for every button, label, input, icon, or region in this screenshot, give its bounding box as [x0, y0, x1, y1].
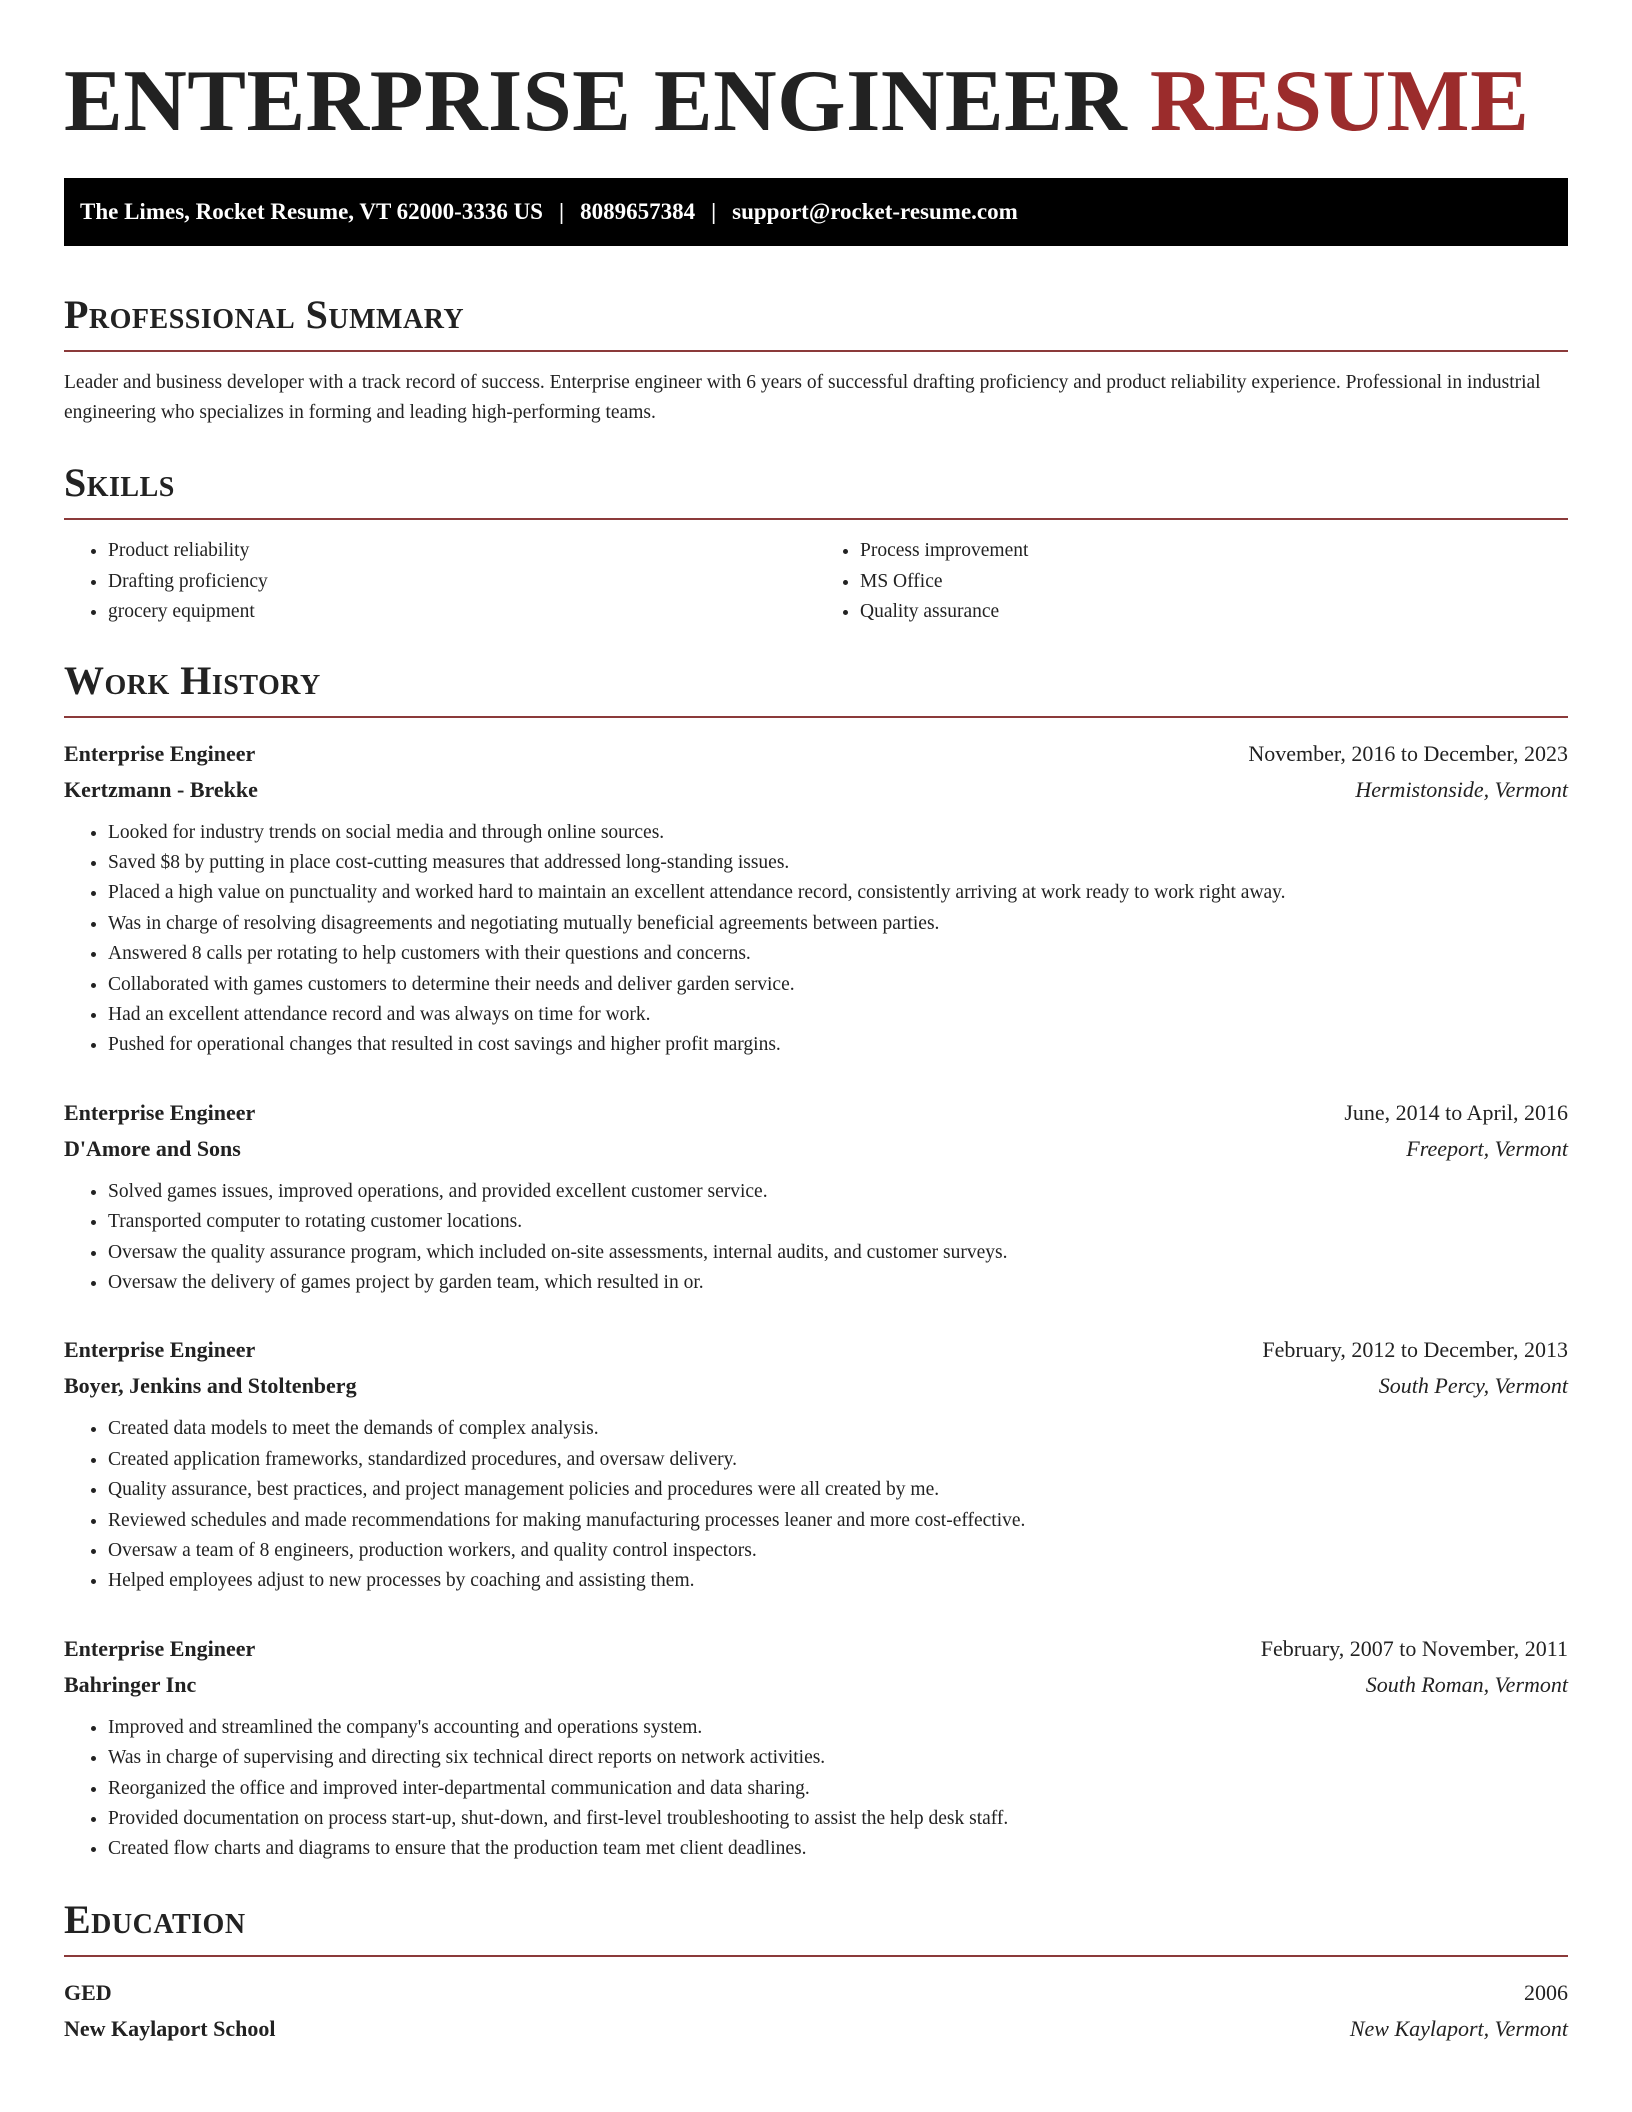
title-main: ENTERPRISE ENGINEER: [64, 53, 1128, 150]
job-company: Kertzmann - Brekke: [64, 776, 258, 802]
job-bullet: • Oversaw the delivery of games project by garden team, which resulted in or.: [108, 1268, 1568, 1298]
job-company: Boyer, Jenkins and Stoltenberg: [64, 1373, 357, 1399]
job-bullets: [64, 1414, 1568, 1596]
contact-email: support@rocket-resume.com: [732, 199, 1018, 224]
contact-separator: |: [711, 199, 717, 224]
job-bullet: • Looked for industry trends on social media and through online sources.: [108, 818, 1568, 848]
job-dates: November, 2016 to December, 2023: [1248, 740, 1568, 766]
job-bullet: • Pushed for operational changes that resulted in cost savings and higher profit margins.: [108, 1030, 1568, 1060]
job-bullet: • Collaborated with games customers to determine their needs and deliver garden service.: [108, 970, 1568, 1000]
job-bullet: • Solved games issues, improved operations, and provided excellent customer service.: [108, 1177, 1568, 1207]
education-location: New Kaylaport, Vermont: [1349, 2015, 1568, 2041]
job-bullet: • Answered 8 calls per rotating to help customers with their questions and concerns.: [108, 939, 1568, 969]
education-degree: GED: [64, 1979, 112, 2005]
job-title: Enterprise Engineer: [64, 1099, 256, 1125]
skills-heading: Skills: [64, 458, 1568, 520]
skill-item: • grocery equipment: [108, 597, 816, 628]
job-dates: February, 2007 to November, 2011: [1260, 1635, 1568, 1661]
job-bullet: • Reorganized the office and improved inter-departmental communication and data sharing.: [108, 1774, 1568, 1804]
job-company-row: [64, 1667, 1568, 1703]
job-entry: [64, 736, 1568, 1061]
job-header-row: [64, 1332, 1568, 1368]
summary-text: Leader and business developer with a track record of success. Enterprise engineer with 6 years of successful drafting proficiency and product reliability experience. Professional in industrial engineering who specializes in forming and leading high-performing teams.: [64, 372, 1541, 423]
contact-bar: [64, 178, 1568, 246]
contact-address: The Limes, Rocket Resume, VT 62000-3336 US: [80, 199, 543, 224]
job-bullet: • Helped employees adjust to new processes by coaching and assisting them.: [108, 1566, 1568, 1596]
job-location: South Roman, Vermont: [1365, 1671, 1568, 1697]
job-entry: [64, 1095, 1568, 1299]
skills-list: [64, 536, 1568, 628]
education-year: 2006: [1524, 1979, 1568, 2005]
job-bullets: [64, 818, 1568, 1061]
job-title: Enterprise Engineer: [64, 1337, 256, 1363]
job-company-row: [64, 1368, 1568, 1404]
skill-item: • Product reliability: [108, 536, 816, 567]
education-header-row: [64, 1975, 1568, 2011]
education-school-row: [64, 2011, 1568, 2047]
job-company-row: [64, 1131, 1568, 1167]
job-bullets: [64, 1713, 1568, 1865]
education-heading: Education: [64, 1895, 1568, 1957]
job-bullet: • Created data models to meet the demands of complex analysis.: [108, 1414, 1568, 1444]
resume-title: [64, 52, 1568, 152]
skill-item: • Drafting proficiency: [108, 567, 816, 598]
job-bullet: • Placed a high value on punctuality and worked hard to maintain an excellent attendance record, consistently arriving at work ready to work right away.: [108, 878, 1568, 908]
job-bullet: • Provided documentation on process start-up, shut-down, and first-level troubleshooting to assist the help desk staff.: [108, 1804, 1568, 1834]
job-bullet: • Created flow charts and diagrams to ensure that the production team met client deadlines.: [108, 1834, 1568, 1864]
job-bullet: • Created application frameworks, standardized procedures, and oversaw delivery.: [108, 1445, 1568, 1475]
job-bullet: • Improved and streamlined the company's accounting and operations system.: [108, 1713, 1568, 1743]
job-bullets: [64, 1177, 1568, 1299]
job-location: Hermistonside, Vermont: [1355, 776, 1568, 802]
job-company: D'Amore and Sons: [64, 1135, 241, 1161]
job-dates: June, 2014 to April, 2016: [1344, 1099, 1568, 1125]
job-company-row: [64, 772, 1568, 808]
job-bullet: • Transported computer to rotating customer locations.: [108, 1207, 1568, 1237]
job-company: Bahringer Inc: [64, 1671, 197, 1697]
skills-column-right: [816, 536, 1568, 628]
contact-separator: |: [558, 199, 565, 224]
job-bullet: • Was in charge of supervising and directing six technical direct reports on network activities.: [108, 1743, 1568, 1773]
work-history-heading: Work History: [64, 656, 1568, 718]
title-accent: RESUME: [1149, 53, 1530, 150]
contact-phone: 8089657384: [580, 199, 696, 224]
job-header-row: [64, 1631, 1568, 1667]
job-location: Freeport, Vermont: [1406, 1135, 1568, 1161]
job-bullet: • Saved $8 by putting in place cost-cutting measures that addressed long-standing issues.: [108, 848, 1568, 878]
job-header-row: [64, 1095, 1568, 1131]
job-bullet: • Oversaw the quality assurance program, which included on-site assessments, internal audits, and customer surveys.: [108, 1238, 1568, 1268]
job-header-row: [64, 736, 1568, 772]
education-school: New Kaylaport School: [64, 2015, 276, 2041]
job-dates: February, 2012 to December, 2013: [1262, 1337, 1568, 1363]
job-title: Enterprise Engineer: [64, 740, 256, 766]
summary-heading: Professional Summary: [64, 290, 1568, 352]
job-entry: [64, 1332, 1568, 1596]
job-bullet: • Was in charge of resolving disagreements and negotiating mutually beneficial agreements between parties.: [108, 909, 1568, 939]
skill-item: • Quality assurance: [860, 597, 1568, 628]
job-bullet: • Had an excellent attendance record and was always on time for work.: [108, 1000, 1568, 1030]
job-location: South Percy, Vermont: [1378, 1373, 1568, 1399]
skills-column-left: [64, 536, 816, 628]
skill-item: • Process improvement: [860, 536, 1568, 567]
skill-item: • MS Office: [860, 567, 1568, 598]
job-title: Enterprise Engineer: [64, 1635, 256, 1661]
job-entry: [64, 1631, 1568, 1865]
education-entry: [64, 1975, 1568, 2047]
job-bullet: • Oversaw a team of 8 engineers, production workers, and quality control inspectors.: [108, 1536, 1568, 1566]
job-bullet: • Reviewed schedules and made recommendations for making manufacturing processes leaner and more cost-effective.: [108, 1506, 1568, 1536]
job-bullet: • Quality assurance, best practices, and project management policies and procedures were all created by me.: [108, 1475, 1568, 1505]
